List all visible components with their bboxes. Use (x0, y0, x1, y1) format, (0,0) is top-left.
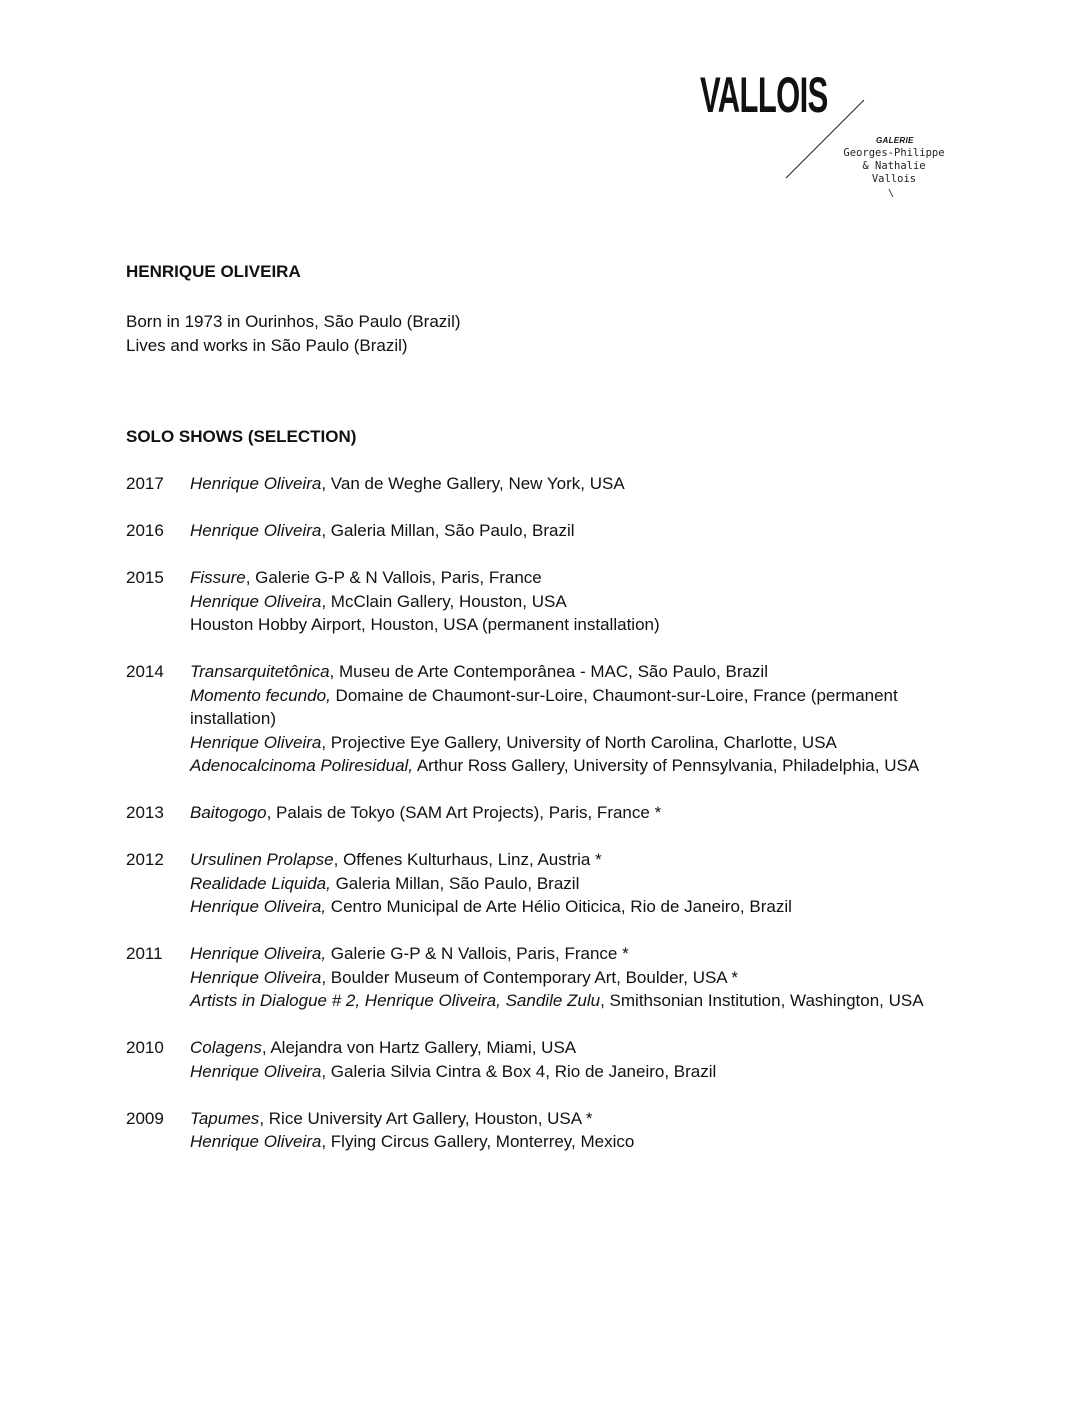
exhibition-venue: Domaine de Chaumont-sur-Loire, Chaumont-sur-Loire, France (permanent installation) (190, 685, 898, 728)
artist-name: HENRIQUE OLIVEIRA (126, 262, 301, 281)
logo-subtitle-line: Georges-Philippe (843, 147, 945, 159)
entry-year: 2013 (126, 803, 164, 822)
exhibition-venue: Houston Hobby Airport, Houston, USA (permanent installation) (190, 615, 660, 634)
exhibition-line (190, 590, 956, 614)
exhibition-line (190, 1036, 956, 1060)
exhibition-title: Henrique Oliveira (190, 732, 322, 752)
exhibition-title: Adenocalcinoma Poliresidual, (190, 756, 414, 775)
exhibition-title: Artists in Dialogue # 2, Henrique Oliveira, Sandile Zulu (190, 991, 601, 1010)
entry-year: 2017 (126, 474, 164, 493)
exhibition-entry (126, 566, 956, 637)
section-heading: SOLO SHOWS (SELECTION) (126, 427, 357, 446)
exhibition-title: Ursulinen Prolapse (190, 850, 334, 869)
exhibition-entry (126, 519, 956, 543)
exhibition-venue: , Flying Circus Gallery, Monterrey, Mexico (321, 1132, 635, 1151)
exhibition-entry (126, 848, 956, 919)
exhibition-line (190, 801, 956, 825)
entry-year: 2016 (126, 521, 164, 540)
exhibition-line (190, 519, 956, 543)
exhibition-line (190, 1130, 956, 1154)
solo-shows-list (126, 472, 956, 1177)
exhibition-venue: , Galerie G-P & N Vallois, Paris, France (245, 568, 542, 587)
logo-tick-mark: \ (888, 188, 895, 199)
exhibition-title: Tapumes (190, 1108, 260, 1128)
entry-exhibitions (190, 566, 956, 637)
exhibition-line (190, 1107, 956, 1131)
logo-subtitle (830, 147, 958, 186)
exhibition-title: Transarquitetônica (190, 662, 330, 681)
exhibition-venue: Centro Municipal de Arte Hélio Oiticica, Rio de Janeiro, Brazil (326, 897, 792, 916)
logo-galerie-label: GALERIE (876, 136, 914, 145)
exhibition-entry (126, 472, 956, 496)
exhibition-entry (126, 1036, 956, 1083)
exhibition-venue: , Offenes Kulturhaus, Linz, Austria * (333, 850, 602, 869)
exhibition-venue: , Galeria Silvia Cintra & Box 4, Rio de Janeiro, Brazil (321, 1061, 717, 1081)
artist-bio (126, 310, 461, 358)
exhibition-title: Henrique Oliveira (190, 521, 322, 540)
exhibition-line (190, 613, 956, 637)
entry-exhibitions (190, 472, 956, 496)
entry-exhibitions (190, 519, 956, 543)
bio-line: Lives and works in São Paulo (Brazil) (126, 336, 408, 355)
bio-line: Born in 1973 in Ourinhos, São Paulo (Brazil) (126, 312, 461, 331)
exhibition-venue: , Smithsonian Institution, Washington, USA (600, 991, 924, 1010)
exhibition-title: Colagens (190, 1038, 262, 1057)
entry-exhibitions (190, 660, 956, 778)
exhibition-line (190, 942, 956, 966)
exhibition-entry (126, 801, 956, 825)
exhibition-venue: , Galeria Millan, São Paulo, Brazil (321, 521, 575, 540)
exhibition-title: Henrique Oliveira, (190, 897, 327, 916)
exhibition-title: Fissure (190, 568, 246, 587)
exhibition-entry (126, 660, 956, 778)
exhibition-line (190, 1060, 956, 1084)
entry-exhibitions (190, 1036, 956, 1083)
exhibition-line (190, 989, 956, 1013)
entry-exhibitions (190, 801, 956, 825)
entry-year: 2011 (126, 944, 163, 963)
exhibition-line (190, 872, 956, 896)
exhibition-venue: , Palais de Tokyo (SAM Art Projects), Paris, France * (266, 803, 662, 822)
exhibition-line (190, 895, 956, 919)
exhibition-venue: , Museu de Arte Contemporânea - MAC, São Paulo, Brazil (329, 662, 768, 681)
exhibition-line (190, 848, 956, 872)
exhibition-line (190, 472, 956, 496)
exhibition-title: Baitogogo (190, 803, 267, 822)
logo-wordmark: VALLOIS (700, 67, 828, 123)
logo-subtitle-line: Vallois (871, 173, 917, 185)
exhibition-venue: , Alejandra von Hartz Gallery, Miami, USA (261, 1038, 577, 1057)
entry-year: 2012 (126, 850, 164, 869)
entry-year: 2009 (126, 1108, 164, 1128)
entry-year: 2015 (126, 568, 164, 587)
exhibition-title: Henrique Oliveira (190, 967, 322, 987)
exhibition-venue: , McClain Gallery, Houston, USA (321, 591, 567, 611)
exhibition-venue: , Projective Eye Gallery, University of North Carolina, Charlotte, USA (321, 732, 837, 752)
exhibition-title: Henrique Oliveira (190, 1132, 322, 1151)
exhibition-venue: , Rice University Art Gallery, Houston, USA * (259, 1108, 593, 1128)
exhibition-title: Henrique Oliveira (190, 1061, 322, 1081)
exhibition-venue: , Boulder Museum of Contemporary Art, Boulder, USA * (321, 967, 739, 987)
exhibition-venue: Galerie G-P & N Vallois, Paris, France * (326, 944, 629, 963)
exhibition-title: Henrique Oliveira (190, 474, 322, 493)
entry-exhibitions (190, 942, 956, 1013)
exhibition-venue: , Van de Weghe Gallery, New York, USA (321, 474, 625, 493)
exhibition-venue: Galeria Millan, São Paulo, Brazil (330, 873, 580, 893)
exhibition-title: Realidade Liquida, (190, 873, 331, 893)
exhibition-line (190, 754, 956, 778)
exhibition-entry (126, 1107, 956, 1154)
entry-exhibitions (190, 1107, 956, 1154)
exhibition-line (190, 966, 956, 990)
exhibition-line (190, 660, 956, 684)
entry-exhibitions (190, 848, 956, 919)
exhibition-title: Henrique Oliveira (190, 591, 322, 611)
entry-year: 2014 (126, 662, 164, 681)
exhibition-title: Henrique Oliveira, (190, 944, 327, 963)
logo-subtitle-line: & Nathalie (862, 160, 926, 172)
exhibition-title: Momento fecundo, (190, 685, 331, 705)
exhibition-line (190, 566, 956, 590)
exhibition-line (190, 731, 956, 755)
exhibition-venue: Arthur Ross Gallery, University of Pennsylvania, Philadelphia, USA (413, 756, 920, 775)
exhibition-line (190, 684, 956, 731)
exhibition-entry (126, 942, 956, 1013)
entry-year: 2010 (126, 1038, 164, 1057)
